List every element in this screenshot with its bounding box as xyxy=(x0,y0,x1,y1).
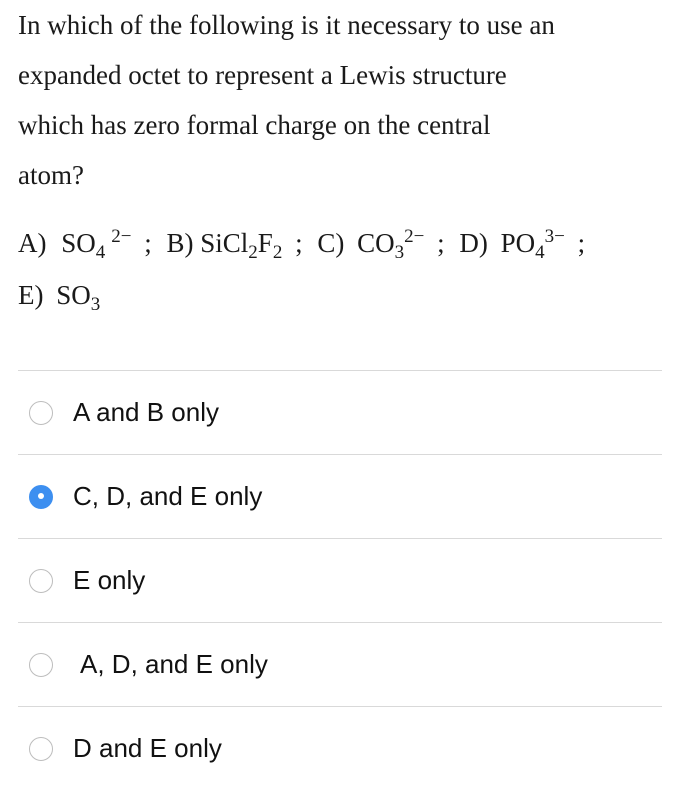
formula-a: $SO_4^{2-}$ xyxy=(61,226,132,263)
choice-a-and-b-only[interactable] xyxy=(18,371,662,454)
choice-e-only[interactable] xyxy=(18,539,662,622)
choice-label: E only xyxy=(73,565,146,595)
separator: ; xyxy=(144,228,152,258)
radio-button-selected[interactable] xyxy=(29,485,53,509)
radio-button[interactable] xyxy=(29,737,53,761)
formula-c: $CO_3^{2-}$ xyxy=(357,226,425,263)
formula-b: $SiCl_2F_2$ xyxy=(200,228,283,263)
question-line: expanded octet to represent a Lewis structure xyxy=(18,60,507,90)
radio-button[interactable] xyxy=(29,569,53,593)
choice-label: D and E only xyxy=(73,733,222,763)
radio-button[interactable] xyxy=(29,653,53,677)
choice-a-d-and-e-only[interactable] xyxy=(18,623,662,706)
formula-e-label: E) xyxy=(18,280,44,310)
formula-d: $PO_4^{3-}$ xyxy=(500,226,565,263)
formula-d-label: D) xyxy=(459,228,488,258)
formula-line-2 xyxy=(18,280,678,315)
separator: ; xyxy=(577,228,586,258)
question-text xyxy=(18,0,678,200)
choice-label: A, D, and E only xyxy=(80,649,268,679)
separator: ; xyxy=(437,228,445,258)
formula-e: $SO_3$ xyxy=(56,280,101,315)
choice-label: A and B only xyxy=(73,397,219,427)
formula-b-label: B) xyxy=(166,228,194,258)
radio-button[interactable] xyxy=(29,401,53,425)
choice-c-d-and-e-only[interactable] xyxy=(18,455,662,538)
formula-a-label: A) xyxy=(18,228,47,258)
choice-label: C, D, and E only xyxy=(73,481,263,511)
formula-line-1 xyxy=(18,226,678,263)
question-line: which has zero formal charge on the central xyxy=(18,110,491,140)
formula-c-label: C) xyxy=(317,228,345,258)
choice-d-and-e-only[interactable] xyxy=(18,707,662,790)
question-line: atom? xyxy=(18,160,84,190)
separator: ; xyxy=(295,228,303,258)
question-line: In which of the following is it necessary to use an xyxy=(18,10,555,40)
